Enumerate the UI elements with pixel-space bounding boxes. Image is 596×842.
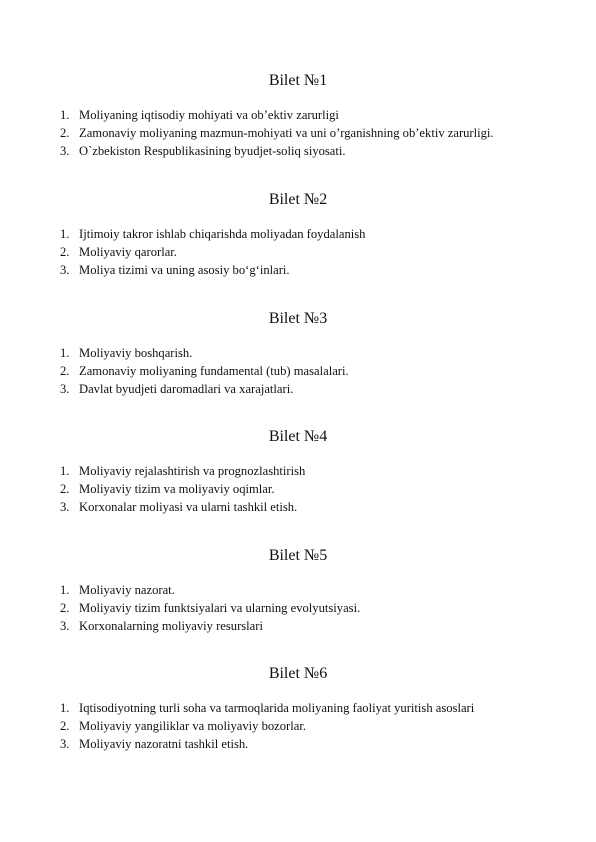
list-item	[0, 225, 596, 243]
question-number: 1.	[60, 701, 70, 715]
question-text: Moliyaviy boshqarish.	[79, 346, 193, 360]
list-item	[0, 699, 596, 717]
ticket-4	[0, 428, 596, 516]
question-text: Iqtisodiyotning turli soha va tarmoqlarida moliyaning faoliyat yuritish asoslari	[79, 701, 475, 715]
question-number: 2.	[60, 364, 70, 378]
ticket-3	[0, 310, 596, 398]
list-item	[0, 735, 596, 753]
question-number: 1.	[60, 227, 70, 241]
question-text: Moliyaviy nazoratni tashkil etish.	[79, 737, 249, 751]
question-text: Zamonaviy moliyaning fundamental (tub) masalalari.	[79, 364, 349, 378]
list-item	[0, 362, 596, 380]
question-text: Zamonaviy moliyaning mazmun-mohiyati va uni o’rganishning ob’ektiv zarurligi.	[79, 126, 494, 140]
question-text: Moliyaviy tizim va moliyaviy oqimlar.	[79, 482, 275, 496]
ticket-title: Bilet №4	[268, 428, 328, 445]
question-text: Moliya tizimi va uning asosiy bo‘g‘inlari.	[79, 263, 290, 277]
question-list	[0, 344, 596, 398]
question-list	[0, 581, 596, 635]
question-text: Korxonalar moliyasi va ularni tashkil etish.	[79, 500, 298, 514]
list-item	[0, 717, 596, 735]
question-number: 1.	[60, 346, 70, 360]
question-number: 2.	[60, 601, 70, 615]
question-number: 2.	[60, 482, 70, 496]
list-item	[0, 261, 596, 279]
question-text: Davlat byudjeti daromadlari va xarajatlari.	[79, 382, 294, 396]
question-list	[0, 225, 596, 279]
ticket-title: Bilet №2	[268, 191, 328, 208]
question-number: 3.	[60, 144, 70, 158]
question-number: 3.	[60, 500, 70, 514]
ticket-6	[0, 665, 596, 753]
question-list	[0, 462, 596, 516]
list-item	[0, 462, 596, 480]
question-text: Moliyaviy yangiliklar va moliyaviy bozorlar.	[79, 719, 306, 733]
list-item	[0, 124, 596, 142]
question-number: 3.	[60, 619, 70, 633]
question-text: Moliyaviy nazorat.	[79, 583, 175, 597]
question-list	[0, 106, 596, 160]
list-item	[0, 380, 596, 398]
list-item	[0, 599, 596, 617]
list-item	[0, 142, 596, 160]
question-list	[0, 699, 596, 753]
question-text: Moliyaviy tizim funktsiyalari va ularning evolyutsiyasi.	[79, 601, 361, 615]
question-text: O`zbekiston Respublikasining byudjet-soliq siyosati.	[79, 144, 346, 158]
question-number: 3.	[60, 382, 70, 396]
ticket-title: Bilet №6	[268, 665, 328, 682]
question-number: 3.	[60, 263, 70, 277]
list-item	[0, 243, 596, 261]
list-item	[0, 498, 596, 516]
question-text: Ijtimoiy takror ishlab chiqarishda moliyadan foydalanish	[79, 227, 366, 241]
question-number: 1.	[60, 583, 70, 597]
list-item	[0, 106, 596, 124]
question-number: 1.	[60, 464, 70, 478]
question-text: Korxonalarning moliyaviy resurslari	[79, 619, 263, 633]
question-text: Moliyaviy rejalashtirish va prognozlashtirish	[79, 464, 306, 478]
ticket-2	[0, 191, 596, 279]
ticket-5	[0, 547, 596, 635]
question-number: 3.	[60, 737, 70, 751]
ticket-title: Bilet №1	[268, 72, 328, 89]
question-text: Moliyaning iqtisodiy mohiyati va ob’ektiv zarurligi	[79, 108, 339, 122]
question-number: 2.	[60, 245, 70, 259]
question-number: 2.	[60, 719, 70, 733]
ticket-1	[0, 72, 596, 160]
ticket-title: Bilet №3	[268, 310, 328, 327]
list-item	[0, 480, 596, 498]
list-item	[0, 617, 596, 635]
question-number: 2.	[60, 126, 70, 140]
ticket-title: Bilet №5	[268, 547, 328, 564]
list-item	[0, 581, 596, 599]
list-item	[0, 344, 596, 362]
question-number: 1.	[60, 108, 70, 122]
question-text: Moliyaviy qarorlar.	[79, 245, 177, 259]
